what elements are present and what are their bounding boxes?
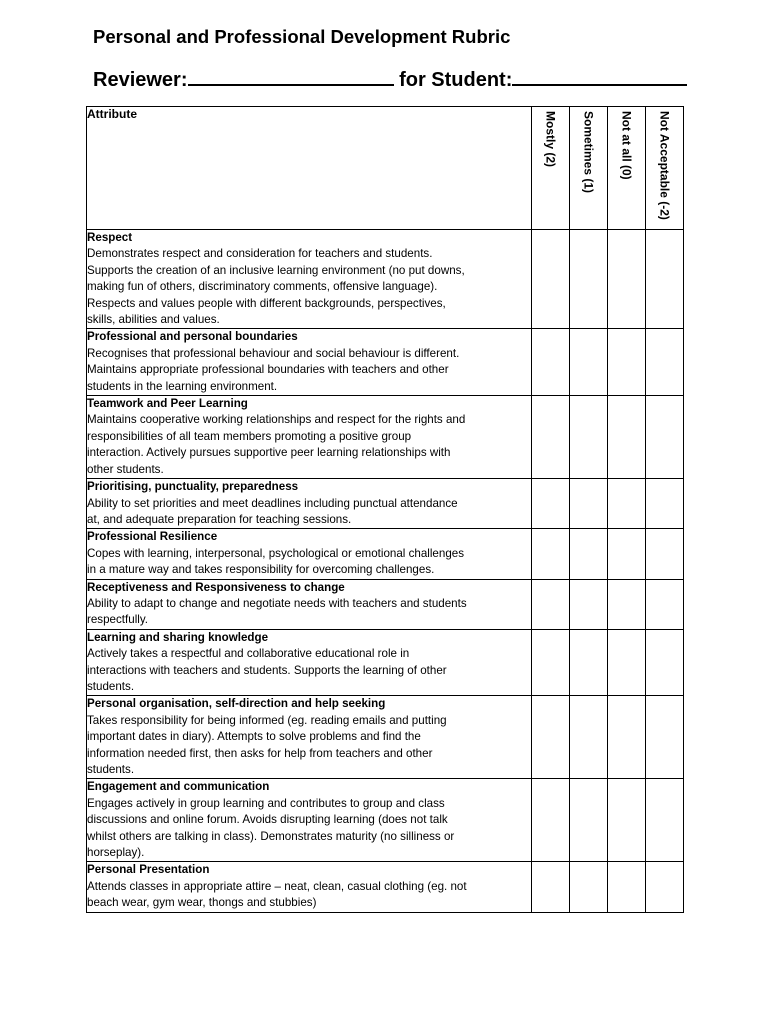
attribute-description-line: other students. [87, 462, 164, 476]
attribute-description-line: Copes with learning, interpersonal, psychological or emotional challenges [87, 546, 465, 560]
score-cell[interactable] [532, 230, 570, 329]
table-row [87, 696, 684, 779]
score-cell[interactable] [646, 579, 684, 629]
score-cell[interactable] [570, 479, 608, 529]
student-label: for Student: [399, 69, 513, 91]
table-row [87, 529, 684, 579]
scale-header-not-at-all [608, 107, 646, 230]
attribute-cell [87, 579, 532, 629]
attribute-description-line: Recognises that professional behaviour and social behaviour is different. [87, 346, 460, 360]
scale-label: Not at all (0) [619, 111, 634, 180]
scale-label: Sometimes (1) [581, 111, 596, 194]
attribute-name: Personal organisation, self-direction and help seeking [87, 697, 386, 711]
attribute-description-line: students in the learning environment. [87, 379, 278, 393]
attribute-description-line: skills, abilities and values. [87, 313, 220, 327]
table-row [87, 396, 684, 479]
score-cell[interactable] [532, 479, 570, 529]
attribute-cell [87, 629, 532, 696]
score-cell[interactable] [570, 529, 608, 579]
attribute-cell [87, 329, 532, 396]
attribute-cell [87, 396, 532, 479]
score-cell[interactable] [608, 779, 646, 862]
attribute-description-line: beach wear, gym wear, thongs and stubbies) [87, 896, 317, 910]
attribute-description-line: Ability to adapt to change and negotiate needs with teachers and students [87, 596, 467, 610]
attribute-header: Attribute [87, 107, 532, 230]
attribute-description-line: discussions and online forum. Avoids disrupting learning (does not talk [87, 813, 448, 827]
attribute-name: Engagement and communication [87, 780, 270, 794]
attribute-description-line: interaction. Actively pursues supportive peer learning relationships with [87, 446, 451, 460]
attribute-cell [87, 230, 532, 329]
score-cell[interactable] [532, 862, 570, 912]
score-cell[interactable] [570, 230, 608, 329]
score-cell[interactable] [646, 696, 684, 779]
score-cell[interactable] [646, 629, 684, 696]
scale-header-sometimes [570, 107, 608, 230]
score-cell[interactable] [570, 779, 608, 862]
score-cell[interactable] [646, 529, 684, 579]
attribute-description-line: Respects and values people with different backgrounds, perspectives, [87, 296, 446, 310]
attribute-name: Learning and sharing knowledge [87, 630, 269, 644]
score-cell[interactable] [608, 230, 646, 329]
attribute-description-line: at, and adequate preparation for teaching sessions. [87, 512, 352, 526]
attribute-description-line: whilst others are talking in class). Demonstrates maturity (no silliness or [87, 829, 455, 843]
table-row [87, 629, 684, 696]
score-cell[interactable] [532, 696, 570, 779]
attribute-name: Professional Resilience [87, 530, 218, 544]
reviewer-line [93, 66, 687, 92]
score-cell[interactable] [608, 479, 646, 529]
student-blank[interactable] [512, 66, 687, 86]
header-row [87, 107, 684, 230]
score-cell[interactable] [646, 329, 684, 396]
scale-label: Mostly (2) [543, 111, 558, 168]
score-cell[interactable] [646, 779, 684, 862]
attribute-description-line: students. [87, 763, 135, 776]
rubric-table [86, 106, 684, 913]
score-cell[interactable] [570, 329, 608, 396]
table-row [87, 579, 684, 629]
attribute-cell [87, 696, 532, 779]
document-title: Personal and Professional Development Rubric [93, 26, 511, 47]
table-row [87, 862, 684, 912]
attribute-description-line: Maintains cooperative working relationships and respect for the rights and [87, 413, 466, 427]
score-cell[interactable] [608, 329, 646, 396]
attribute-name: Prioritising, punctuality, preparedness [87, 480, 299, 494]
attribute-description-line: Supports the creation of an inclusive learning environment (no put downs, [87, 263, 465, 277]
attribute-description-line: Demonstrates respect and consideration for teachers and students. [87, 247, 433, 261]
score-cell[interactable] [646, 862, 684, 912]
score-cell[interactable] [646, 479, 684, 529]
attribute-name: Professional and personal boundaries [87, 330, 298, 344]
attribute-description-line: Takes responsibility for being informed (eg. reading emails and putting [87, 713, 447, 727]
score-cell[interactable] [570, 579, 608, 629]
attribute-description-line: respectfully. [87, 613, 148, 627]
score-cell[interactable] [532, 579, 570, 629]
score-cell[interactable] [608, 862, 646, 912]
attribute-name: Receptiveness and Responsiveness to change [87, 580, 345, 594]
table-row [87, 329, 684, 396]
table-row [87, 230, 684, 329]
attribute-description-line: students. [87, 679, 135, 693]
attribute-description-line: interactions with teachers and students. Supports the learning of other [87, 663, 447, 677]
score-cell[interactable] [608, 696, 646, 779]
scale-label: Not Acceptable (-2) [657, 111, 672, 220]
attribute-cell [87, 479, 532, 529]
table-row [87, 479, 684, 529]
attribute-description-line: Attends classes in appropriate attire – neat, clean, casual clothing (eg. not [87, 879, 467, 893]
attribute-cell [87, 529, 532, 579]
reviewer-blank[interactable] [188, 66, 394, 86]
score-cell[interactable] [532, 396, 570, 479]
attribute-cell [87, 862, 532, 912]
reviewer-label: Reviewer: [93, 69, 188, 91]
score-cell[interactable] [532, 779, 570, 862]
attribute-description-line: Engages actively in group learning and contributes to group and class [87, 796, 445, 810]
score-cell[interactable] [532, 629, 570, 696]
score-cell[interactable] [570, 696, 608, 779]
attribute-description-line: horseplay). [87, 846, 145, 860]
score-cell[interactable] [608, 396, 646, 479]
attribute-description-line: Ability to set priorities and meet deadlines including punctual attendance [87, 496, 458, 510]
score-cell[interactable] [608, 629, 646, 696]
score-cell[interactable] [570, 629, 608, 696]
attribute-description-line: in a mature way and takes responsibility for overcoming challenges. [87, 563, 435, 577]
table-row [87, 779, 684, 862]
attribute-name: Personal Presentation [87, 863, 210, 877]
attribute-description-line: responsibilities of all team members promoting a positive group [87, 429, 412, 443]
attribute-name: Respect [87, 231, 133, 244]
score-cell[interactable] [532, 329, 570, 396]
attribute-description-line: Maintains appropriate professional boundaries with teachers and other [87, 363, 449, 377]
score-cell[interactable] [532, 529, 570, 579]
score-cell[interactable] [570, 396, 608, 479]
attribute-description-line: Actively takes a respectful and collaborative educational role in [87, 647, 410, 661]
score-cell[interactable] [608, 579, 646, 629]
attribute-description-line: information needed first, then asks for help from teachers and other [87, 746, 433, 760]
score-cell[interactable] [570, 862, 608, 912]
attribute-name: Teamwork and Peer Learning [87, 397, 248, 411]
attribute-description-line: important dates in diary). Attempts to solve problems and find the [87, 730, 421, 744]
scale-header-mostly [532, 107, 570, 230]
attribute-cell [87, 779, 532, 862]
attribute-description-line: making fun of others, discriminatory comments, offensive language). [87, 280, 438, 294]
score-cell[interactable] [646, 396, 684, 479]
score-cell[interactable] [646, 230, 684, 329]
score-cell[interactable] [608, 529, 646, 579]
scale-header-not-acceptable [646, 107, 684, 230]
